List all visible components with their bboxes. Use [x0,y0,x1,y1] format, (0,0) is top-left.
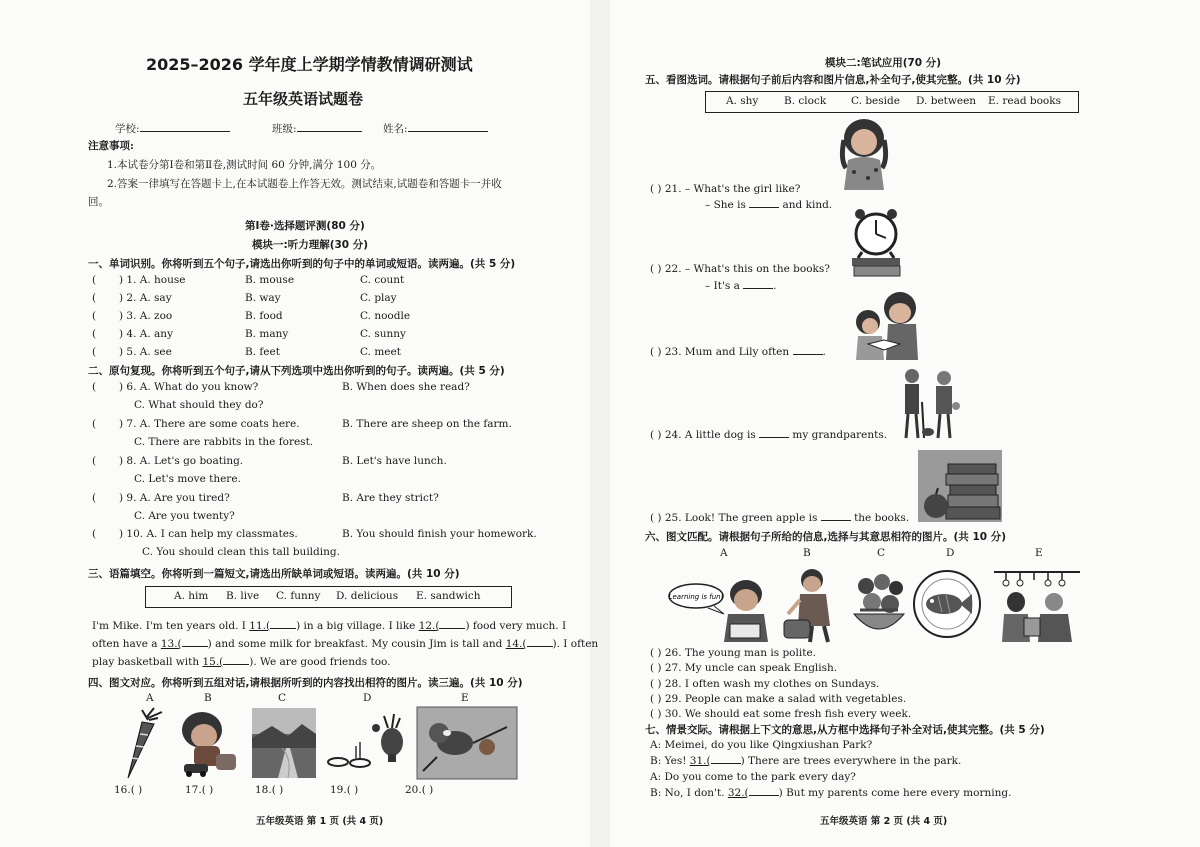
s1-option-c: C. count [360,274,405,286]
passage-text: play basketball with [92,656,203,668]
q21-question: ( ) 21. – What's the girl like? [650,183,801,195]
s4-letter-a: A [146,692,154,704]
fish-on-plate-picture [912,568,982,640]
exam-subtitle: 五年级英语试题卷 [243,90,364,108]
s1-option-a: ) 5. A. see [119,346,172,358]
module-2-heading: 模块二:笔试应用(70 分) [825,57,942,69]
blank-13: 13.( [160,638,182,650]
name-label: 姓名: [383,123,408,135]
blank-31: 31.( [689,755,711,767]
blank-32: 32.( [727,787,749,799]
blank-11: 11.( [249,620,271,632]
s2-option-a: ) 9. A. Are you tired? [119,492,230,504]
class-label: 班级: [272,123,297,135]
s6-letter-d: D [946,547,955,559]
carrot-picture [118,708,166,780]
q25-text: ( ) 25. Look! The green apple is [650,512,821,524]
s2-option-a: ) 7. A. There are some coats here. [119,418,300,430]
part-1-heading: 第Ⅰ卷·选择题评测(80 分) [245,220,365,232]
speech-bubble-text: Learning is fun! [668,593,724,601]
s2-paren: ( [92,455,97,467]
dialogue-line-2 [650,755,961,767]
passage-line-1 [92,620,566,632]
s2-option-a: ) 6. A. What do you know? [119,381,259,393]
s6-item-26: ( ) 26. The young man is polite. [650,647,816,659]
s6-letter-a: A [720,547,728,559]
dialogue-text: ) But my parents come here every morning. [778,787,1012,799]
blank-13-line [182,646,208,647]
section-3-heading: 三、语篇填空。你将听到一篇短文,请选出所缺单词或短语。读两遍。(共 10 分) [88,568,460,580]
q23-text: . [822,346,826,358]
section-5-word-box [705,91,1079,113]
s2-option-c: C. There are rabbits in the forest. [134,436,314,448]
q25-question [650,512,909,524]
grandparents-with-dog-picture [900,366,960,440]
s1-option-b: B. food [245,310,283,322]
notice-2-cont: 回。 [88,196,109,208]
q22-text: . [773,280,777,292]
passage-text: ) food very much. I [465,620,567,632]
s5-option-c: C. beside [851,95,900,107]
lantern-and-dishes-picture [326,708,404,774]
people-on-bus-picture [994,566,1080,642]
name-line [408,120,488,132]
q22-question: ( ) 22. – What's this on the books? [650,263,830,275]
s1-option-c: C. play [360,292,397,304]
s6-letter-b: B [803,547,811,559]
q22-blank [743,288,773,289]
passage-text: ). We are good friends too. [249,656,391,668]
notice-heading: 注意事项: [88,140,134,152]
s4-letter-e: E [461,692,469,704]
dialogue-line-1: A: Meimei, do you like Qingxiushan Park? [650,739,873,751]
q19: 19.( ) [330,784,359,796]
section-2-heading: 二、原句复现。你将听到五个句子,请从下列选项中选出你听到的句子。读两遍。(共 5 分) [88,365,505,377]
blank-12-line [439,628,465,629]
section-4-heading: 四、图文对应。你将听到五组对话,请根据所听到的内容找出相符的图片。读三遍。(共 10 分) [88,677,523,689]
passage-text: ) in a big village. I like [296,620,419,632]
mountain-road-picture [252,708,316,778]
clock-on-books-picture [850,206,902,278]
s6-letter-c: C [877,547,886,559]
blank-14: 14.( [505,638,527,650]
passage-text: I'm Mike. I'm ten years old. I [92,620,250,632]
s4-letter-b: B [204,692,212,704]
blank-32-line [749,795,779,796]
school-field [115,120,230,136]
s2-option-b: B. Let's have lunch. [342,455,447,467]
s1-option-b: B. many [245,328,289,340]
exam-page-1 [0,0,599,847]
module-1-heading: 模块一:听力理解(30 分) [252,239,369,251]
q23-blank [793,354,823,355]
exam-title: 2025–2026 学年度上学期学情教情调研测试 [146,55,473,74]
blank-31-line [711,763,741,764]
section-3-word-box [145,586,512,608]
s1-option-b: B. feet [245,346,280,358]
q22-answer [705,280,777,292]
exam-page-2 [610,0,1200,847]
s4-letter-d: D [363,692,372,704]
s3-option-d: D. delicious [336,590,399,602]
q25-text: the books. [850,512,910,524]
s6-letter-e: E [1035,547,1043,559]
s2-option-b: B. When does she read? [342,381,470,393]
q21-text: – She is [705,199,750,211]
boy-with-toy-car-picture [176,706,240,778]
name-field [383,120,488,136]
dialogue-text: B: Yes! [650,755,690,767]
blank-11-line [270,628,296,629]
passage-line-3 [92,656,391,668]
q24-text: ( ) 24. A little dog is [650,429,760,441]
teacher-speech-bubble-picture [668,568,772,642]
q24-blank [759,437,789,438]
q23-text: ( ) 23. Mum and Lily often [650,346,793,358]
dialogue-line-4 [650,787,1011,799]
salad-vegetables-picture [852,570,906,640]
notice-2: 2.答案一律填写在答题卡上,在本试题卷上作答无效。测试结束,试题卷和答题卡一并收 [107,178,502,190]
s3-option-b: B. live [226,590,260,602]
s1-option-c: C. sunny [360,328,406,340]
s1-option-a: ) 3. A. zoo [119,310,173,322]
s5-option-d: D. between [916,95,977,107]
s2-option-a: ) 8. A. Let's go boating. [119,455,244,467]
class-line [297,120,362,132]
q16: 16.( ) [114,784,143,796]
q21-blank [749,207,779,208]
q18: 18.( ) [255,784,284,796]
s2-option-c: C. Let's move there. [134,473,241,485]
shy-girl-picture [838,116,890,190]
s2-option-c: C. Are you twenty? [134,510,235,522]
q24-text: my grandparents. [789,429,888,441]
passage-text: ) and some milk for breakfast. My cousin Jim is tall and [207,638,506,650]
section-6-heading: 六、图文匹配。请根据句子所给的信息,选择与其意思相符的图片。(共 10 分) [645,531,1007,543]
s1-paren: ( [92,328,97,340]
s3-option-c: C. funny [276,590,321,602]
s5-option-a: A. shy [726,95,759,107]
q21-text: and kind. [779,199,833,211]
s2-option-b: B. There are sheep on the farm. [342,418,512,430]
s3-option-e: E. sandwich [416,590,481,602]
s2-paren: ( [92,528,97,540]
s1-option-c: C. meet [360,346,401,358]
s1-option-a: ) 4. A. any [119,328,174,340]
s1-paren: ( [92,274,97,286]
s6-item-30: ( ) 30. We should eat some fresh fish every week. [650,708,912,720]
passage-text: ). I often [552,638,599,650]
s6-item-29: ( ) 29. People can make a salad with vegetables. [650,693,907,705]
s1-paren: ( [92,292,97,304]
s1-option-b: B. way [245,292,281,304]
school-line [140,120,230,132]
s1-option-a: ) 1. A. house [119,274,186,286]
s5-option-b: B. clock [784,95,827,107]
s2-option-b: B. You should finish your homework. [342,528,537,540]
passage-text: often have a [92,638,161,650]
dialogue-line-3: A: Do you come to the park every day? [650,771,856,783]
page-gutter [590,0,610,847]
s1-paren: ( [92,310,97,322]
q24-question [650,429,887,441]
blank-15: 15.( [202,656,224,668]
s2-option-b: B. Are they strict? [342,492,439,504]
s4-letter-c: C [278,692,287,704]
page-1-footer: 五年级英语 第 1 页 (共 4 页) [256,816,384,827]
q23-question [650,346,826,358]
q20: 20.( ) [405,784,434,796]
blank-12: 12.( [418,620,440,632]
school-label: 学校: [115,123,140,135]
man-washing-clothes-picture [782,566,836,642]
q25-blank [821,520,851,521]
s2-option-a: ) 10. A. I can help my classmates. [119,528,298,540]
page-2-footer: 五年级英语 第 2 页 (共 4 页) [820,816,948,827]
s1-option-a: ) 2. A. say [119,292,172,304]
mum-and-girl-reading-picture [850,288,920,360]
class-field [272,120,362,136]
s2-paren: ( [92,418,97,430]
blank-14-line [527,646,553,647]
blank-15-line [223,664,249,665]
s1-option-b: B. mouse [245,274,295,286]
s2-paren: ( [92,381,97,393]
dialogue-text: ) There are trees everywhere in the park. [740,755,962,767]
s5-option-e: E. read books [988,95,1062,107]
q21-answer [705,199,832,211]
s2-option-c: C. What should they do? [134,399,264,411]
s3-option-a: A. him [174,590,209,602]
s6-item-28: ( ) 28. I often wash my clothes on Sundays. [650,678,880,690]
q22-text: – It's a [705,280,744,292]
apple-and-books-picture [918,450,1002,522]
q17: 17.( ) [185,784,214,796]
s6-item-27: ( ) 27. My uncle can speak English. [650,662,838,674]
s1-paren: ( [92,346,97,358]
section-5-heading: 五、看图选词。请根据句子前后内容和图片信息,补全句子,使其完整。(共 10 分) [645,74,1021,86]
section-7-heading: 七、情景交际。请根据上下文的意思,从方框中选择句子补全对话,使其完整。(共 5 分) [645,724,1045,736]
notice-1: 1.本试卷分第Ⅰ卷和第Ⅱ卷,测试时间 60 分钟,满分 100 分。 [107,159,382,171]
s1-option-c: C. noodle [360,310,411,322]
section-1-heading: 一、单词识别。你将听到五个句子,请选出你听到的句子中的单词或短语。读两遍。(共 5 分) [88,258,516,270]
dialogue-text: B: No, I don't. [650,787,728,799]
passage-line-2 [92,638,598,650]
cartoon-cat-mouse-picture [417,707,517,779]
s2-option-c: C. You should clean this tall building. [142,546,340,558]
s2-paren: ( [92,492,97,504]
